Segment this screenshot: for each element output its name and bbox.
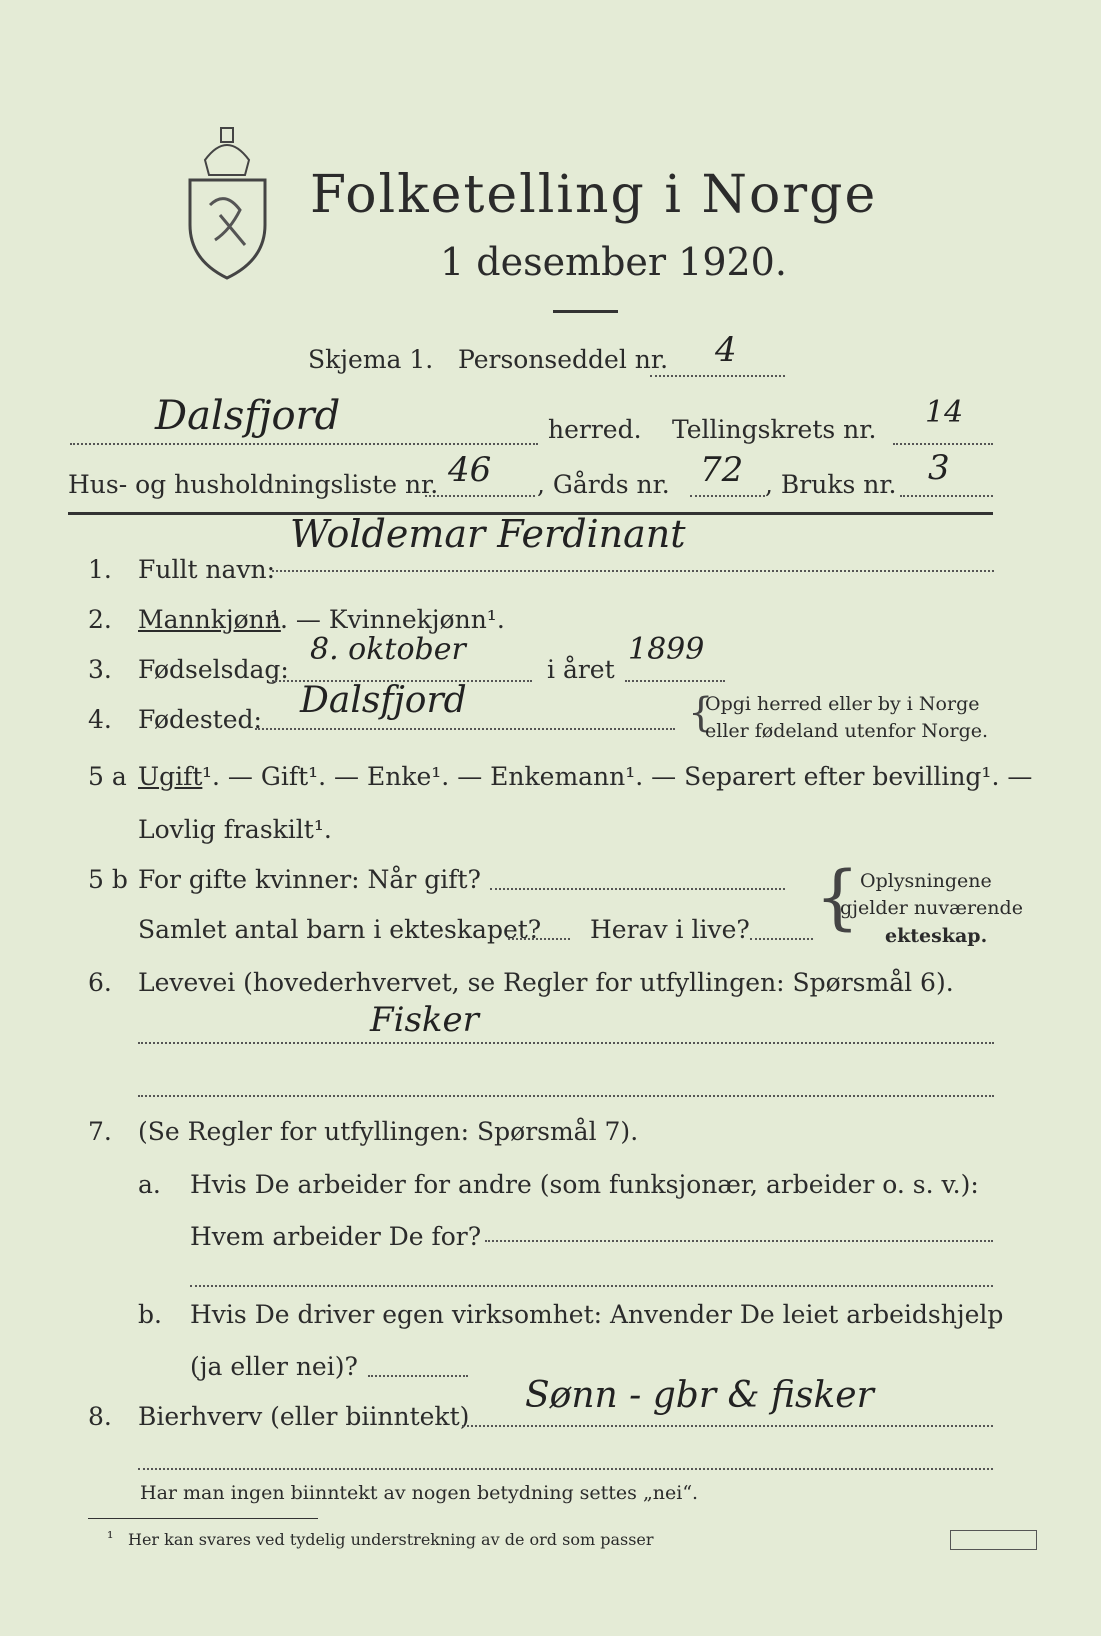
q4-line bbox=[255, 728, 675, 730]
tellingskrets-line bbox=[893, 443, 993, 445]
q5a-number: 5 a bbox=[88, 762, 127, 791]
title-divider bbox=[553, 310, 618, 313]
tellingskrets-value: 14 bbox=[925, 395, 964, 430]
q3-year-line bbox=[625, 680, 725, 682]
q4-value-birthplace: Dalsfjord bbox=[300, 680, 467, 721]
q4-note-line2: eller fødeland utenfor Norge. bbox=[705, 720, 989, 742]
q7a-line2: Hvem arbeider De for? bbox=[190, 1222, 482, 1251]
q6-value-occupation: Fisker bbox=[370, 1000, 479, 1040]
herred-label: herred. bbox=[548, 415, 642, 444]
q7b-line2: (ja eller nei)? bbox=[190, 1352, 358, 1381]
q7a-answer-line2 bbox=[190, 1285, 993, 1287]
q3-value-birthday: 8. oktober bbox=[310, 632, 466, 667]
hus-line bbox=[425, 495, 535, 497]
herred-value: Dalsfjord bbox=[155, 393, 341, 439]
printer-stamp bbox=[950, 1530, 1037, 1550]
q1-value-fullname: Woldemar Ferdinant bbox=[290, 512, 686, 556]
q1-label: Fullt navn: bbox=[138, 555, 276, 584]
q5b-label-when-married: For gifte kvinner: Når gift? bbox=[138, 865, 481, 894]
q2-male-option: Mannkjønn bbox=[138, 605, 281, 634]
q8-value-side-income: Sønn - gbr & fisker bbox=[525, 1375, 874, 1416]
bruks-line bbox=[900, 495, 993, 497]
q7-number: 7. bbox=[88, 1117, 112, 1146]
hus-label: Hus- og husholdningsliste nr. bbox=[68, 470, 439, 499]
q5a-line2: Lovlig fraskilt¹. bbox=[138, 815, 332, 844]
q5b-label-children: Samlet antal barn i ekteskapet? bbox=[138, 915, 542, 944]
q1-number: 1. bbox=[88, 555, 112, 584]
q7a-line1: Hvis De arbeider for andre (som funksjonær, arbeider o. s. v.): bbox=[190, 1170, 979, 1199]
hus-value: 46 bbox=[448, 450, 492, 490]
gards-label: , Gårds nr. bbox=[537, 470, 670, 499]
footnote-mark: ¹ bbox=[107, 1528, 114, 1547]
q5b-note-line1: Oplysningene bbox=[860, 870, 992, 892]
q5b-line1 bbox=[490, 888, 785, 890]
footnote-rule bbox=[88, 1518, 318, 1519]
q6-line1 bbox=[138, 1042, 994, 1044]
q5b-line2 bbox=[508, 938, 570, 940]
q7b-letter: b. bbox=[138, 1300, 162, 1329]
q4-label: Fødested: bbox=[138, 705, 262, 734]
q7a-letter: a. bbox=[138, 1170, 161, 1199]
q5b-number: 5 b bbox=[88, 865, 128, 894]
footnote-text: Her kan svares ved tydelig understrekning av de ord som passer bbox=[128, 1530, 654, 1549]
herred-line bbox=[70, 443, 538, 445]
skjema-label: Skjema 1. bbox=[308, 345, 434, 374]
q2-number: 2. bbox=[88, 605, 112, 634]
q8-number: 8. bbox=[88, 1402, 112, 1431]
personseddel-label: Personseddel nr. bbox=[458, 345, 669, 374]
q7a-answer-line1 bbox=[485, 1240, 993, 1242]
q4-brace: { bbox=[688, 690, 714, 736]
q5b-note-line2: gjelder nuværende bbox=[840, 897, 1023, 919]
q6-line2 bbox=[138, 1095, 994, 1097]
q3-year-label: i året bbox=[547, 655, 615, 684]
gards-line bbox=[690, 495, 765, 497]
q5a-ugift-option: Ugift bbox=[138, 762, 203, 791]
bruks-value: 3 bbox=[928, 448, 950, 488]
q6-label: Levevei (hovederhvervet, se Regler for utfyllingen: Spørsmål 6). bbox=[138, 968, 954, 997]
personseddel-value: 4 bbox=[715, 330, 737, 370]
q5b-brace: { bbox=[815, 856, 860, 938]
q8-line2 bbox=[138, 1468, 993, 1470]
q7b-line1: Hvis De driver egen virksomhet: Anvender De leiet arbeidshjelp bbox=[190, 1300, 1004, 1329]
q5a-rest-options: ¹. — Gift¹. — Enke¹. — Enkemann¹. — Separert efter bevilling¹. — bbox=[202, 762, 1033, 791]
bruks-label: , Bruks nr. bbox=[765, 470, 897, 499]
q5b-note-line3: ekteskap. bbox=[885, 925, 988, 947]
q5b-line3 bbox=[750, 938, 813, 940]
q8-label: Bierhverv (eller biinntekt) bbox=[138, 1402, 470, 1431]
q4-number: 4. bbox=[88, 705, 112, 734]
q7b-answer-line bbox=[368, 1375, 468, 1377]
census-date: 1 desember 1920. bbox=[440, 240, 787, 284]
q7-label: (Se Regler for utfyllingen: Spørsmål 7). bbox=[138, 1117, 639, 1146]
q3-label: Fødselsdag: bbox=[138, 655, 289, 684]
q6-number: 6. bbox=[88, 968, 112, 997]
q4-note-line1: Opgi herred eller by i Norge bbox=[705, 693, 980, 715]
footer-note: Har man ingen biinntekt av nogen betydning settes „nei“. bbox=[140, 1482, 699, 1504]
q2-rest-options: ¹. — Kvinnekjønn¹. bbox=[270, 605, 505, 634]
gards-value: 72 bbox=[700, 450, 744, 490]
q1-line bbox=[272, 570, 994, 572]
q5b-label-alive: Herav i live? bbox=[590, 915, 750, 944]
norway-coat-of-arms-icon bbox=[185, 120, 270, 280]
q3-year-value: 1899 bbox=[628, 632, 705, 667]
q3-number: 3. bbox=[88, 655, 112, 684]
personseddel-line bbox=[650, 375, 785, 377]
page-title: Folketelling i Norge bbox=[310, 165, 878, 225]
tellingskrets-label: Tellingskrets nr. bbox=[672, 415, 877, 444]
q8-line1 bbox=[462, 1425, 993, 1427]
